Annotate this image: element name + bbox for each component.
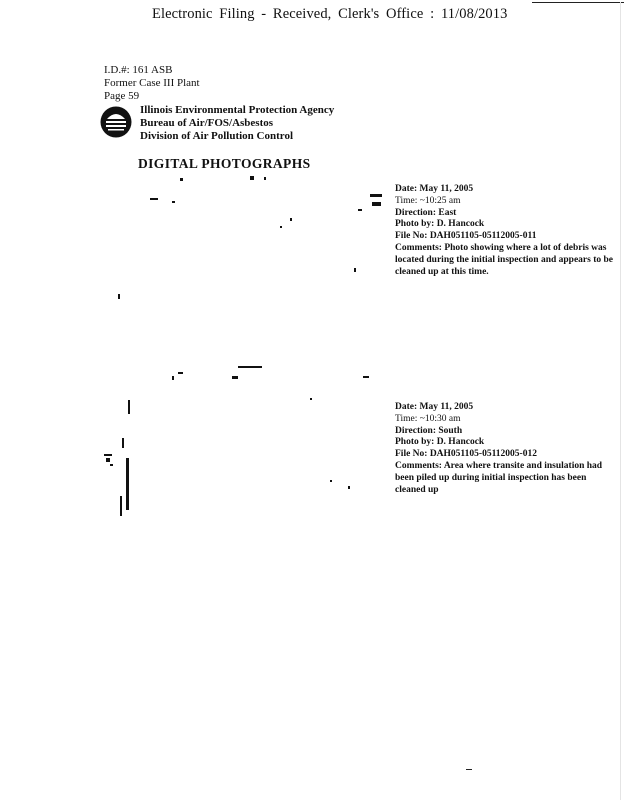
filing-stamp: Electronic Filing - Received, Clerk's Office : 11/08/2013 bbox=[152, 6, 508, 22]
photo-1-photographer: Photo by: D. Hancock bbox=[395, 219, 485, 230]
photo-1 bbox=[100, 176, 380, 376]
illinois-epa-seal-icon bbox=[100, 106, 132, 138]
photo-2-date: Date: May 11, 2005 bbox=[395, 402, 474, 412]
page-edge-shadow bbox=[620, 2, 621, 800]
division-name: Division of Air Pollution Control bbox=[140, 130, 294, 142]
photo-1-details bbox=[395, 184, 617, 278]
page-edge-line bbox=[532, 2, 624, 3]
photo-1-time: Time: ~10:25 am bbox=[395, 195, 461, 206]
former-case-line: Former Case III Plant bbox=[104, 77, 200, 89]
photo-2-file-no: File No: DAH051105-05112005-012 bbox=[395, 449, 537, 460]
photo-2-direction: Direction: South bbox=[395, 425, 463, 436]
photo-1-comments: Comments: Photo showing where a lot of debris was located during the initial inspection and appears to be cleaned up at this time. bbox=[395, 242, 613, 277]
photo-2-photographer: Photo by: D. Hancock bbox=[395, 437, 485, 448]
photo-2-time: Time: ~10:30 am bbox=[395, 413, 461, 424]
photo-2-details bbox=[395, 402, 617, 496]
id-line: I.D.#: 161 ASB bbox=[104, 64, 173, 76]
photo-1-direction: Direction: East bbox=[395, 207, 457, 218]
photo-1-file-no: File No: DAH051105-05112005-011 bbox=[395, 231, 537, 242]
bureau-name: Bureau of Air/FOS/Asbestos bbox=[140, 117, 274, 129]
page-number: Page 59 bbox=[104, 90, 140, 102]
page-title: DIGITAL PHOTOGRAPHS bbox=[138, 156, 311, 171]
photo-2 bbox=[100, 392, 380, 592]
photo-1-date: Date: May 11, 2005 bbox=[395, 184, 474, 194]
agency-name: Illinois Environmental Protection Agency bbox=[140, 104, 335, 116]
scan-speck bbox=[466, 769, 472, 770]
photo-2-comments: Comments: Area where transite and insulation had been piled up during initial inspection has been cleaned up bbox=[395, 460, 603, 495]
